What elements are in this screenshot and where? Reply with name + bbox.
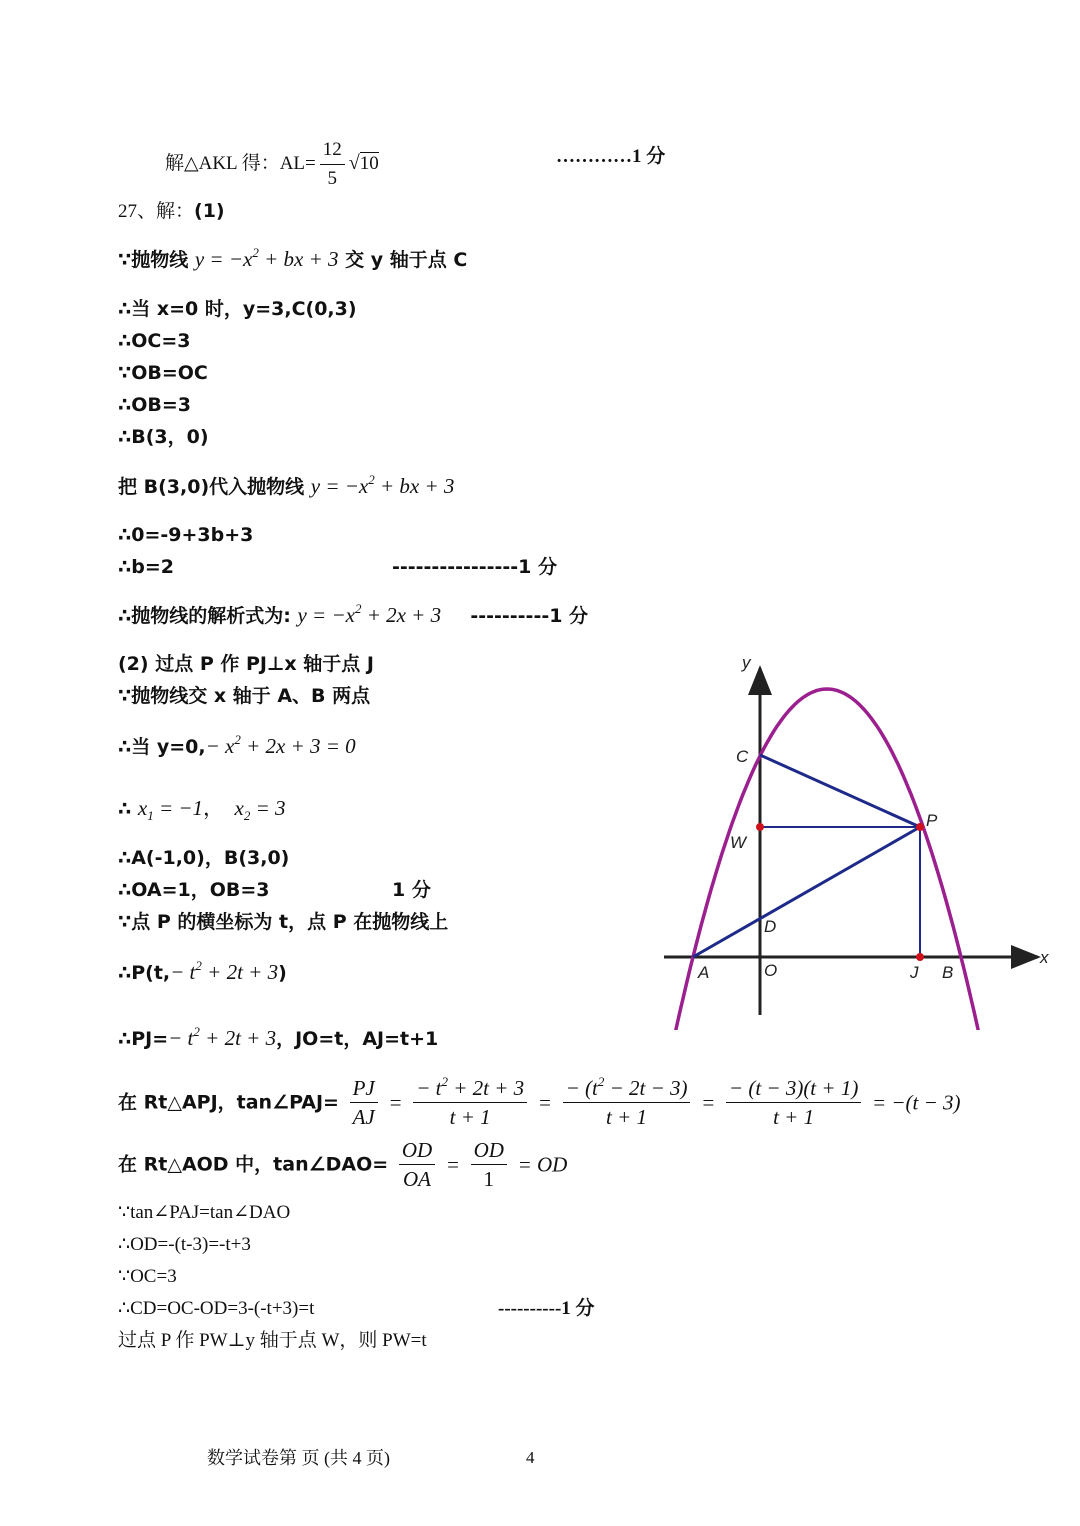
line-11: ∴b=2: [118, 556, 174, 578]
line-9: 把 B(3,0)代入抛物线 $y = -x^2$ + bx + 3: [118, 472, 455, 498]
line-14: ∵抛物线交 x 轴于 A、B 两点: [118, 685, 371, 707]
line-19: ∵点 P 的横坐标为 t，点 P 在抛物线上: [118, 911, 449, 933]
point-label-a: A: [698, 963, 710, 982]
line-12: ∴抛物线的解析式为: $y = -x^2 + 2x + 3$ ----------1 分: [118, 601, 589, 627]
fraction-step-2: $\frac{- t^2 + 2t + 3}{t + 1}$: [413, 1074, 527, 1131]
line-10: ∴0=-9+3b+3: [118, 524, 254, 546]
line-5: ∴OC=3: [118, 330, 191, 352]
fraction-step-4: $\frac{- (t - 3)(t + 1)}{t + 1}$: [726, 1074, 861, 1131]
line-26: ∵OC=3: [118, 1266, 177, 1287]
line-27: ∴CD=OC-OD=3-(-t+3)=t: [118, 1298, 315, 1319]
line-21: ∴PJ=− $t^2 + 2t + 3$，JO=t，AJ=t+1: [118, 1024, 439, 1050]
sqrt-symbol: √: [348, 151, 360, 174]
line-8: ∴B(3，0): [118, 426, 209, 448]
point-label-b: B: [942, 963, 954, 982]
parabola-expression: $y = -x^2$ + bx + 3: [194, 245, 339, 271]
fraction-pj-aj: $\frac{PJ}{AJ}$: [350, 1074, 378, 1131]
line-17: ∴A(-1,0)，B(3,0): [118, 847, 290, 869]
fraction-step-3: $\frac{- (t^2 - 2t - 3)}{t + 1}$: [563, 1074, 691, 1131]
line-23: 在 Rt△AOD 中，tan∠DAO= $\frac{OD}{OA}$ = $\frac{OD}{1}$ = OD: [118, 1138, 568, 1191]
fraction-od-1: $\frac{OD}{1}$: [471, 1136, 507, 1193]
dot-w: [756, 823, 764, 831]
pj-expression: − $t^2 + 2t + 3$: [168, 1024, 277, 1050]
point-label-d: D: [764, 917, 777, 936]
line-4: ∴当 x=0 时，y=3,C(0,3): [118, 298, 357, 320]
score-line-11: ----------------1 分: [392, 556, 558, 578]
point-label-p: P: [926, 811, 938, 830]
line-15: ∴当 $y=0,- x^2 + 2x + 3 = 0$: [118, 732, 356, 758]
score-line-27: ----------1 分: [498, 1298, 595, 1319]
axis-label-x: x: [1040, 948, 1049, 967]
axis-label-y: y: [742, 653, 751, 672]
point-label-c: C: [736, 747, 749, 766]
point-label-o: O: [764, 961, 778, 980]
line-1: [165, 136, 379, 193]
point-label-w: W: [730, 833, 747, 852]
line-16: ∴ $x_1 = -1$， $x_2 = 3$: [118, 796, 286, 823]
line-18: ∴OA=1，OB=3: [118, 879, 270, 901]
segment-ap: [693, 827, 920, 957]
line-7: ∴OB=3: [118, 394, 191, 416]
score-line-18: 1 分: [392, 879, 431, 901]
parabola-expression-2: $y = -x^2$ + bx + 3: [310, 472, 455, 498]
line-2: 27、解：(1): [118, 200, 225, 222]
line-3: ∵抛物线 $y = -x^2$ + bx + 3 交 y 轴于点 C: [118, 245, 468, 271]
line-6: ∵OB=OC: [118, 362, 208, 384]
point-p-expression: − $t^2 + 2t + 3$: [170, 958, 279, 984]
dot-p: [916, 823, 924, 831]
line-1-text: 解△AKL 得：AL=: [165, 152, 316, 174]
dot-j: [916, 953, 924, 961]
quadratic-equation: − $x^2 + 2x + 3 = 0$: [205, 732, 356, 758]
page-footer: 数学试卷第 页 (共 4 页): [207, 1448, 390, 1468]
roots-expression: $x_1 = -1$， $x_2 = 3$: [137, 796, 286, 823]
line-13: (2) 过点 P 作 PJ⊥x 轴于点 J: [118, 653, 374, 675]
fraction-12-5: $\frac{12}{5}$: [320, 136, 345, 193]
line-22: 在 Rt△APJ，tan∠PAJ= $\frac{PJ}{AJ}$ = $\frac{- t^2 + 2t + 3}{t + 1}$ = $\frac{- (t^2 - 2t - 3)}{t + 1}$ = $\frac{- (t - 3)(t + 1)}{t + 1}$ = −(t − 3): [118, 1074, 961, 1129]
radicand: 10: [359, 152, 379, 174]
segment-cp: [760, 755, 920, 827]
line-25: ∴OD=-(t-3)=-t+3: [118, 1234, 251, 1255]
line-20: ∴P(t,− $t^2 + 2t + 3$): [118, 958, 287, 984]
parabola-solution-expression: $y = -x^2 + 2x + 3$: [297, 601, 442, 627]
score-line-1: …………1 分: [556, 146, 666, 167]
parabola-figure: [660, 650, 1060, 1030]
point-label-j: J: [910, 963, 919, 982]
line-24: ∵tan∠PAJ=tan∠DAO: [118, 1202, 291, 1223]
line-28: 过点 P 作 PW⊥y 轴于点 W，则 PW=t: [118, 1330, 427, 1351]
page-number: 4: [526, 1448, 535, 1467]
fraction-od-oa: $\frac{OD}{OA}$: [399, 1136, 435, 1193]
parabola-curve: [670, 689, 985, 1030]
